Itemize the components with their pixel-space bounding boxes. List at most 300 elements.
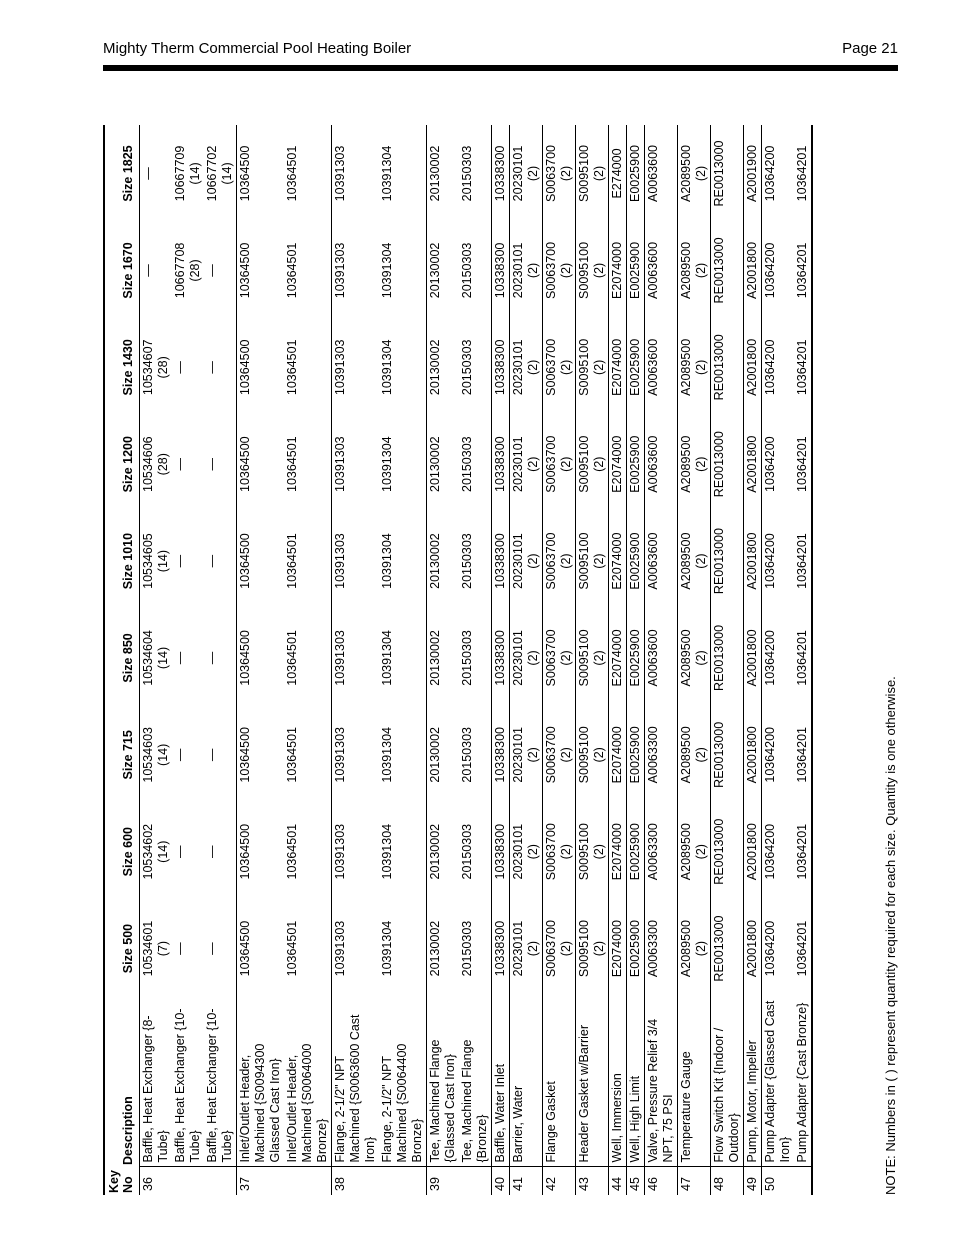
key-number: 39 [427, 1167, 460, 1195]
part-number: 20150303 [460, 339, 474, 396]
part-number-cell [794, 610, 812, 707]
part-number-cell [744, 803, 762, 900]
part-number: 10391304 [380, 823, 394, 880]
column-header-size: Size 1430 [104, 319, 140, 416]
part-number-cell [543, 803, 576, 900]
part-number: 10364200 [763, 145, 777, 202]
part-number-cell [627, 803, 645, 900]
part-number: 20130002 [428, 145, 442, 202]
part-number: — [173, 748, 187, 762]
part-number: 10338300 [493, 242, 507, 299]
part-number-cell [492, 319, 510, 416]
table-row [794, 125, 812, 1195]
part-number-cell [427, 900, 460, 997]
part-number-cell [711, 610, 744, 707]
part-number: 20230101 [511, 533, 525, 589]
part-number-cell [794, 319, 812, 416]
part-number-cell [744, 222, 762, 319]
part-number: — [205, 457, 219, 471]
part-number-cell [332, 319, 380, 416]
part-number-cell [543, 610, 576, 707]
quantity: (2) [694, 650, 708, 666]
part-number: S0095100 [577, 532, 591, 590]
column-header-size: Size 600 [104, 803, 140, 900]
column-header-size: Size 500 [104, 900, 140, 997]
part-number: A2001800 [745, 823, 759, 881]
part-number: — [205, 748, 219, 762]
part-number-cell [762, 319, 795, 416]
quantity: (2) [559, 747, 573, 763]
part-number-cell [427, 803, 460, 900]
part-number: 10391303 [333, 823, 347, 880]
part-number-cell [645, 610, 678, 707]
part-number-cell [379, 803, 427, 900]
part-number-cell [510, 416, 543, 513]
table-row [645, 125, 678, 1195]
key-number: 48 [711, 1167, 744, 1195]
quantity: (14) [156, 840, 170, 863]
part-number: A0063300 [646, 726, 660, 784]
part-number-cell [140, 222, 173, 319]
part-number: A2089500 [679, 145, 693, 203]
key-number [794, 1167, 812, 1195]
part-number-cell [711, 803, 744, 900]
part-number: A0063300 [646, 920, 660, 978]
part-number-cell [711, 416, 744, 513]
quantity: (2) [694, 165, 708, 182]
part-number-cell [678, 416, 711, 513]
quantity: (2) [559, 359, 573, 375]
part-number-cell [576, 900, 609, 997]
part-number: — [205, 942, 219, 955]
part-number: RE0013000 [712, 721, 726, 788]
part-number-cell [140, 416, 173, 513]
table-row [492, 125, 510, 1195]
part-number: 10364500 [238, 339, 252, 396]
part-number-cell [576, 416, 609, 513]
part-number: A0063600 [646, 629, 660, 687]
part-number-cell [711, 222, 744, 319]
document-title: Mighty Therm Commercial Pool Heating Boiler [103, 40, 412, 57]
part-number-cell [492, 416, 510, 513]
part-number: 10391303 [333, 533, 347, 589]
column-header-description: Description [104, 997, 140, 1167]
part-number: 10364200 [763, 630, 777, 686]
quantity: (2) [694, 262, 708, 279]
part-number-cell [543, 900, 576, 997]
part-number: 20130002 [428, 533, 442, 589]
key-number [284, 1167, 332, 1195]
part-number: 10391304 [380, 920, 394, 977]
table-body [140, 125, 813, 1195]
part-number: A2089500 [679, 823, 693, 881]
part-description: Baffle, Heat Exchanger {8-Tube} [140, 997, 173, 1167]
part-number: 10364201 [795, 533, 809, 589]
key-number [379, 1167, 427, 1195]
part-number: — [205, 845, 219, 858]
part-number-cell [543, 125, 576, 222]
key-number: 44 [609, 1167, 627, 1195]
part-number-cell [204, 513, 237, 610]
part-number-cell [427, 706, 460, 803]
part-number-cell [332, 706, 380, 803]
part-number-cell [172, 319, 204, 416]
part-number: 10364501 [285, 145, 299, 202]
key-number [204, 1167, 237, 1195]
part-number-cell [762, 125, 795, 222]
part-number: 10391303 [333, 920, 347, 977]
part-number: E0025900 [628, 241, 642, 299]
part-number: E0025900 [628, 823, 642, 881]
part-number: RE0013000 [712, 334, 726, 401]
part-number-cell [204, 706, 237, 803]
part-number-cell [140, 706, 173, 803]
quantity: (2) [559, 844, 573, 860]
part-number: 10391304 [380, 339, 394, 396]
table-row [140, 125, 173, 1195]
part-number-cell [284, 513, 332, 610]
part-number: S0063700 [544, 726, 558, 784]
part-number-cell [379, 319, 427, 416]
part-number-cell [237, 513, 285, 610]
column-header-size: Size 1825 [104, 125, 140, 222]
part-number: E2074000 [610, 920, 624, 978]
quantity: (14) [220, 162, 234, 185]
table-row [762, 125, 795, 1195]
part-number: 10534601 [141, 920, 155, 977]
part-number: A0063600 [646, 241, 660, 299]
part-number-cell [459, 319, 492, 416]
part-number: S0095100 [577, 145, 591, 203]
part-number: 10364200 [763, 339, 777, 396]
part-number: 20150303 [460, 436, 474, 492]
part-number: 10391304 [380, 242, 394, 299]
key-number: 47 [678, 1167, 711, 1195]
part-number: RE0013000 [712, 528, 726, 595]
part-number-cell [645, 513, 678, 610]
part-number-cell [762, 900, 795, 997]
part-number: S0063700 [544, 241, 558, 299]
table-row [576, 125, 609, 1195]
part-number: 20230101 [511, 339, 525, 396]
column-header-size: Size 1010 [104, 513, 140, 610]
part-number: 20130002 [428, 242, 442, 299]
quantity: (2) [526, 650, 540, 666]
quantity: (2) [694, 456, 708, 472]
part-number: 10364501 [285, 436, 299, 492]
part-number-cell [427, 319, 460, 416]
part-number-cell [711, 125, 744, 222]
part-number: 10364501 [285, 920, 299, 977]
part-number: A2001800 [745, 532, 759, 590]
part-number-cell [459, 513, 492, 610]
part-number-cell [510, 900, 543, 997]
part-number-cell [284, 416, 332, 513]
part-description: Flange, 2-1/2" NPT Machined {S0063600 Cast Iron} [332, 997, 380, 1167]
part-number-cell [762, 610, 795, 707]
part-number: A2001800 [745, 338, 759, 396]
part-number-cell [744, 900, 762, 997]
part-number-cell [711, 319, 744, 416]
table-row [510, 125, 543, 1195]
part-number: S0063700 [544, 823, 558, 881]
table-row [609, 125, 627, 1195]
part-number: 20150303 [460, 823, 474, 880]
part-number: A2089500 [679, 532, 693, 590]
part-number-cell [627, 222, 645, 319]
part-number: — [173, 651, 187, 665]
quantity: (2) [526, 359, 540, 375]
part-number-cell [427, 222, 460, 319]
part-number: 10364501 [285, 630, 299, 686]
part-number: 10338300 [493, 145, 507, 202]
part-number: S0063700 [544, 532, 558, 590]
key-number: 46 [645, 1167, 678, 1195]
part-number-cell [284, 610, 332, 707]
part-number: 10364201 [795, 630, 809, 686]
part-number: 20150303 [460, 242, 474, 299]
part-number: 20130002 [428, 920, 442, 977]
part-number-cell [172, 416, 204, 513]
quantity: (2) [559, 165, 573, 182]
part-description: Barrier, Water [510, 997, 543, 1167]
part-number-cell [543, 706, 576, 803]
table-row [459, 125, 492, 1195]
part-number-cell [492, 513, 510, 610]
part-number-cell [609, 900, 627, 997]
page-number: Page 21 [842, 40, 898, 57]
part-number-cell [237, 222, 285, 319]
part-number: 10364500 [238, 436, 252, 492]
part-number: A2001800 [745, 435, 759, 493]
part-number-cell [172, 900, 204, 997]
part-number-cell [492, 222, 510, 319]
part-number-cell [459, 803, 492, 900]
part-number: 10338300 [493, 727, 507, 783]
part-number: 10364500 [238, 630, 252, 686]
part-number: S0095100 [577, 823, 591, 881]
part-number: S0063700 [544, 920, 558, 978]
part-number: — [205, 264, 219, 277]
quantity: (14) [156, 549, 170, 573]
table-row [744, 125, 762, 1195]
quantity: (2) [526, 747, 540, 763]
part-description: Flange Gasket [543, 997, 576, 1167]
part-number: A2001800 [745, 241, 759, 299]
part-number-cell [379, 706, 427, 803]
part-number-cell [427, 416, 460, 513]
part-number: 10364500 [238, 533, 252, 589]
part-number-cell [609, 416, 627, 513]
part-number-cell [379, 900, 427, 997]
part-number-cell [576, 803, 609, 900]
quantity: (28) [188, 259, 202, 282]
part-number-cell [627, 125, 645, 222]
part-number: 20230101 [511, 920, 525, 977]
part-number-cell [332, 610, 380, 707]
part-number-cell [678, 803, 711, 900]
part-number: 10364501 [285, 727, 299, 783]
part-description: Well, High Limit [627, 997, 645, 1167]
part-number-cell [204, 125, 237, 222]
part-number-cell [204, 803, 237, 900]
part-number: 10364201 [795, 920, 809, 977]
part-number: — [205, 651, 219, 665]
part-number-cell [172, 222, 204, 319]
part-number: — [141, 167, 155, 180]
part-number-cell [744, 125, 762, 222]
part-number-cell [711, 900, 744, 997]
part-number: 20130002 [428, 436, 442, 492]
part-number-cell [427, 125, 460, 222]
quantity: (2) [526, 456, 540, 472]
quantity: (2) [592, 650, 606, 666]
part-number: E2074000 [610, 629, 624, 687]
column-header-size: Size 1670 [104, 222, 140, 319]
part-number-cell [794, 803, 812, 900]
part-number-cell [678, 125, 711, 222]
part-number-cell [427, 610, 460, 707]
part-number: — [173, 554, 187, 568]
quantity: (14) [188, 162, 202, 185]
part-number: 10364500 [238, 727, 252, 783]
part-number-cell [678, 222, 711, 319]
table-row [543, 125, 576, 1195]
part-number-cell [492, 610, 510, 707]
part-number-cell [379, 610, 427, 707]
part-number-cell [172, 706, 204, 803]
quantity: (28) [156, 453, 170, 476]
part-number: A2001800 [745, 920, 759, 978]
part-number-cell [332, 513, 380, 610]
part-number: S0063700 [544, 629, 558, 687]
part-number-cell [140, 803, 173, 900]
part-description: Pump, Motor, Impeller [744, 997, 762, 1167]
part-number-cell [140, 319, 173, 416]
part-number: 10338300 [493, 823, 507, 880]
part-number: 10391304 [380, 727, 394, 783]
part-number-cell [204, 222, 237, 319]
part-number: E0025900 [628, 145, 642, 203]
table-header-row [104, 125, 140, 1195]
part-number-cell [237, 706, 285, 803]
part-number: — [173, 457, 187, 471]
part-number-cell [284, 125, 332, 222]
part-number-cell [510, 513, 543, 610]
quantity: (2) [559, 456, 573, 472]
part-number-cell [627, 900, 645, 997]
part-number-cell [609, 706, 627, 803]
part-number-cell [459, 222, 492, 319]
part-number-cell [543, 319, 576, 416]
part-description: Baffle, Water Inlet [492, 997, 510, 1167]
key-number: 41 [510, 1167, 543, 1195]
part-number-cell [237, 319, 285, 416]
part-number: 10667702 [205, 145, 219, 202]
part-number-cell [284, 803, 332, 900]
part-number-cell [459, 125, 492, 222]
part-number: 10364200 [763, 436, 777, 492]
part-number-cell [332, 125, 380, 222]
part-number-cell [543, 416, 576, 513]
quantity: (2) [559, 262, 573, 279]
part-number-cell [459, 610, 492, 707]
part-number: S0095100 [577, 629, 591, 687]
rotated-parts-table-area [103, 125, 898, 1195]
part-number: 10364500 [238, 920, 252, 977]
part-number: E2074000 [610, 726, 624, 784]
part-number: 20130002 [428, 339, 442, 396]
part-number-cell [609, 319, 627, 416]
part-number-cell [510, 610, 543, 707]
part-number: A0063300 [646, 823, 660, 881]
part-number-cell [645, 319, 678, 416]
part-number: E0025900 [628, 532, 642, 590]
part-number-cell [492, 803, 510, 900]
part-number: 10364201 [795, 823, 809, 880]
part-number-cell [576, 610, 609, 707]
part-number: 10364200 [763, 920, 777, 977]
part-number: RE0013000 [712, 915, 726, 982]
part-number-cell [711, 513, 744, 610]
part-number-cell [204, 610, 237, 707]
quantity: (2) [592, 262, 606, 279]
part-number: 10391304 [380, 145, 394, 202]
part-number-cell [140, 610, 173, 707]
part-number: 10364500 [238, 242, 252, 299]
part-number-cell [427, 513, 460, 610]
quantity: (2) [592, 844, 606, 860]
part-number: RE0013000 [712, 237, 726, 304]
quantity: (7) [156, 940, 170, 957]
part-number-cell [576, 222, 609, 319]
part-number: 10391304 [380, 630, 394, 686]
key-number [172, 1167, 204, 1195]
part-number-cell [609, 610, 627, 707]
part-number-cell [794, 416, 812, 513]
part-number: — [205, 554, 219, 568]
part-number-cell [762, 416, 795, 513]
part-number-cell [459, 900, 492, 997]
part-number: 10338300 [493, 339, 507, 396]
part-number: 20150303 [460, 533, 474, 589]
part-number: S0095100 [577, 338, 591, 396]
part-number-cell [645, 125, 678, 222]
part-number-cell [492, 706, 510, 803]
quantity-note: NOTE: Numbers in ( ) represent quantity required for each size. Quantity is one otherwise. [883, 676, 898, 1195]
part-number-cell [576, 125, 609, 222]
part-number-cell [576, 706, 609, 803]
quantity: (14) [156, 646, 170, 670]
part-number-cell [459, 706, 492, 803]
part-number-cell [762, 222, 795, 319]
part-number-cell [459, 416, 492, 513]
part-number: 20130002 [428, 727, 442, 783]
part-number: E2074000 [610, 823, 624, 881]
part-number-cell [762, 513, 795, 610]
part-number-cell [609, 513, 627, 610]
page-header [103, 40, 898, 62]
part-number-cell [543, 513, 576, 610]
part-number: 10364500 [238, 823, 252, 880]
part-number: S0063700 [544, 435, 558, 493]
part-number-cell [237, 803, 285, 900]
part-number-cell [332, 222, 380, 319]
part-number: 10364200 [763, 533, 777, 589]
key-number [459, 1167, 492, 1195]
table-row [678, 125, 711, 1195]
parts-table [103, 125, 813, 1195]
